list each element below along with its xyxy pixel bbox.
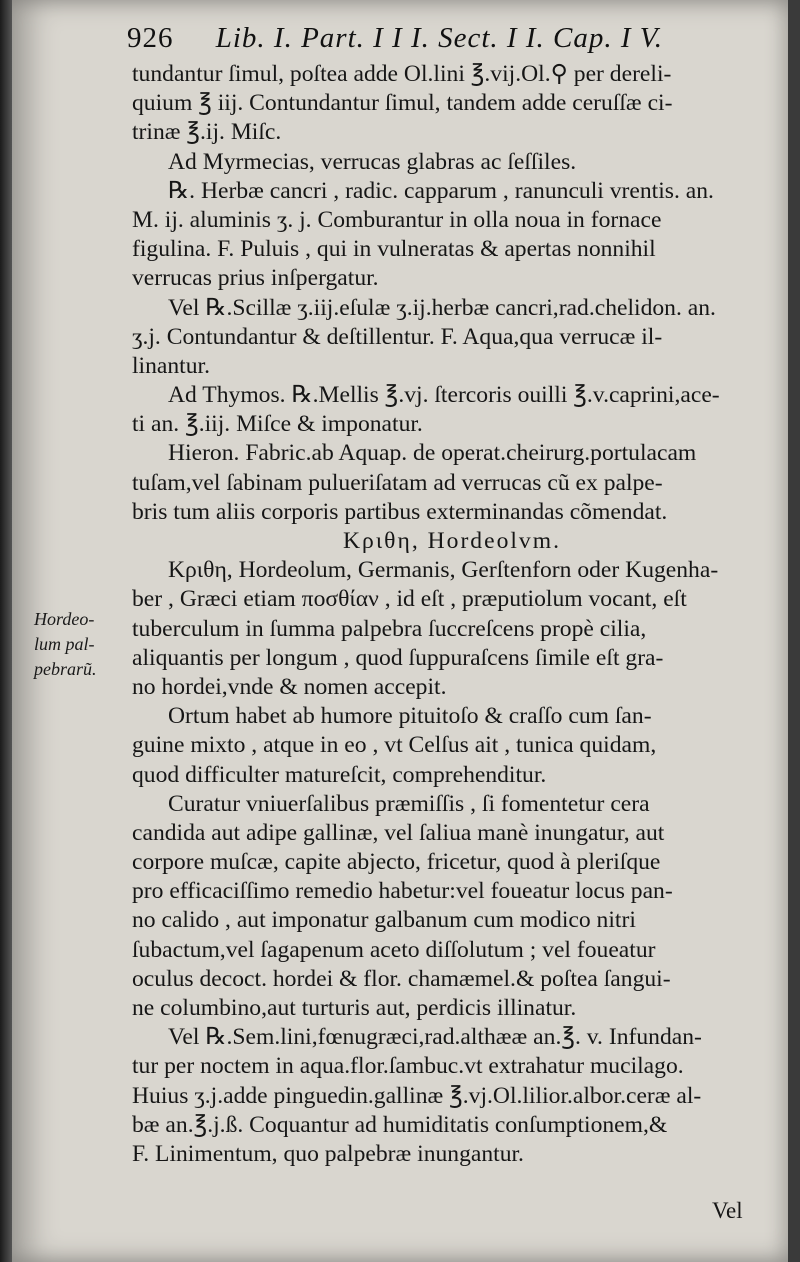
text-line: ʒ.j. Contundantur & deſtillentur. F. Aqua,qua verrucæ il- bbox=[132, 323, 663, 350]
page-header bbox=[127, 22, 767, 62]
text-line: Κριθη, Hordeolum, Germanis, Gerſtenforn oder Kugenha- bbox=[168, 557, 719, 584]
text-line: corpore muſcæ, capite abjecto, fricetur, quod à pleriſque bbox=[132, 849, 661, 876]
text-line: Ortum habet ab humore pituitoſo & craſſo cum ſan- bbox=[168, 703, 652, 730]
marginal-note-line: pebrarũ. bbox=[34, 659, 97, 679]
text-line: no calido , aut imponatur galbanum cum modico nitri bbox=[132, 907, 636, 934]
text-line: pro efficaciſſimo remedio habetur:vel foueatur locus pan- bbox=[132, 878, 673, 905]
text-line: figulina. F. Puluis , qui in vulneratas & apertas nonnihil bbox=[132, 236, 656, 263]
text-line: quod difficulter matureſcit, comprehenditur. bbox=[132, 761, 547, 788]
text-line: Curatur vniuerſalibus præmiſſis , ſi fomentetur cera bbox=[168, 790, 650, 817]
text-line: bæ an.℥.j.ß. Coquantur ad humiditatis conſumptionem,& bbox=[132, 1111, 668, 1138]
text-line: tur per noctem in aqua.flor.ſambuc.vt extrahatur mucilago. bbox=[132, 1053, 684, 1080]
text-line: tuberculum in ſumma palpebra ſuccreſcens propè cilia, bbox=[132, 615, 647, 642]
text-line: ne columbino,aut turturis aut, perdicis illinatur. bbox=[132, 995, 577, 1021]
section-heading: Κριθη, Hordeolvm. bbox=[343, 528, 561, 554]
book-spine-shadow bbox=[0, 0, 12, 1262]
text-line: trinæ ℥.ij. Miſc. bbox=[132, 119, 282, 146]
text-line: Vel ℞.Sem.lini,fœnugræci,rad.althææ an.℥. v. Infundan- bbox=[168, 1024, 702, 1051]
text-line: ſubactum,vel ſagapenum aceto diſſolutum ; vel foueatur bbox=[132, 936, 656, 963]
text-line: bris tum aliis corporis partibus exterminandas cõmendat. bbox=[132, 498, 668, 525]
text-line: verrucas prius inſpergatur. bbox=[132, 265, 379, 292]
text-line: ber , Græci etiam ποσθίαν , id eſt , præputiolum vocant, eſt bbox=[132, 586, 687, 613]
text-line: F. Linimentum, quo palpebræ inungantur. bbox=[132, 1140, 524, 1167]
catchword: Vel bbox=[712, 1198, 743, 1223]
body-text bbox=[132, 60, 772, 1169]
text-line: no hordei,vnde & nomen accepit. bbox=[132, 673, 447, 700]
text-line: ℞. Herbæ cancri , radic. capparum , ranunculi vrentis. an. bbox=[168, 177, 714, 204]
text-line: candida aut adipe gallinæ, vel ſaliua manè inungatur, aut bbox=[132, 819, 665, 846]
text-line: Huius ʒ.j.adde pinguedin.gallinæ ℥.vj.Ol.lilior.albor.ceræ al- bbox=[132, 1082, 702, 1109]
book-page bbox=[12, 0, 788, 1262]
text-line: ti an. ℥.iij. Miſce & imponatur. bbox=[132, 411, 423, 438]
text-line: oculus decoct. hordei & flor. chamæmel.& poſtea ſangui- bbox=[132, 965, 671, 992]
text-line: linantur. bbox=[132, 352, 210, 379]
text-line: Vel ℞.Scillæ ʒ.iij.eſulæ ʒ.ij.herbæ cancri,rad.chelidon. an. bbox=[168, 294, 716, 321]
text-line: tundantur ſimul, poſtea adde Ol.lini ℥.vij.Ol.⚲ per dereli- bbox=[132, 61, 672, 87]
text-line: Hieron. Fabric.ab Aquap. de operat.cheirurg.portulacam bbox=[168, 440, 697, 467]
marginal-note bbox=[34, 607, 124, 682]
text-line: tuſam,vel ſabinam pulueriſatam ad verrucas cũ ex palpe- bbox=[132, 469, 663, 496]
text-line: guine mixto , atque in eo , vt Celſus ait , tunica quidam, bbox=[132, 732, 657, 759]
text-line: aliquantis per longum , quod ſuppuraſcens ſimile eſt gra- bbox=[132, 644, 664, 671]
text-line: quium ℥ iij. Contundantur ſimul, tandem adde ceruſſæ ci- bbox=[132, 90, 673, 117]
running-title: Lib. I. Part. I I I. Sect. I I. Cap. I V. bbox=[215, 22, 663, 54]
text-line: M. ij. aluminis ʒ. j. Comburantur in olla noua in fornace bbox=[132, 206, 662, 233]
page-number: 926 bbox=[127, 22, 174, 54]
marginal-note-line: lum pal- bbox=[34, 634, 95, 654]
marginal-note-line: Hordeo- bbox=[34, 609, 95, 629]
text-line: Ad Thymos. ℞.Mellis ℥.vj. ſtercoris ouilli ℥.v.caprini,ace- bbox=[168, 382, 720, 409]
text-line: Ad Myrmecias, verrucas glabras ac ſeſſiles. bbox=[168, 148, 577, 175]
